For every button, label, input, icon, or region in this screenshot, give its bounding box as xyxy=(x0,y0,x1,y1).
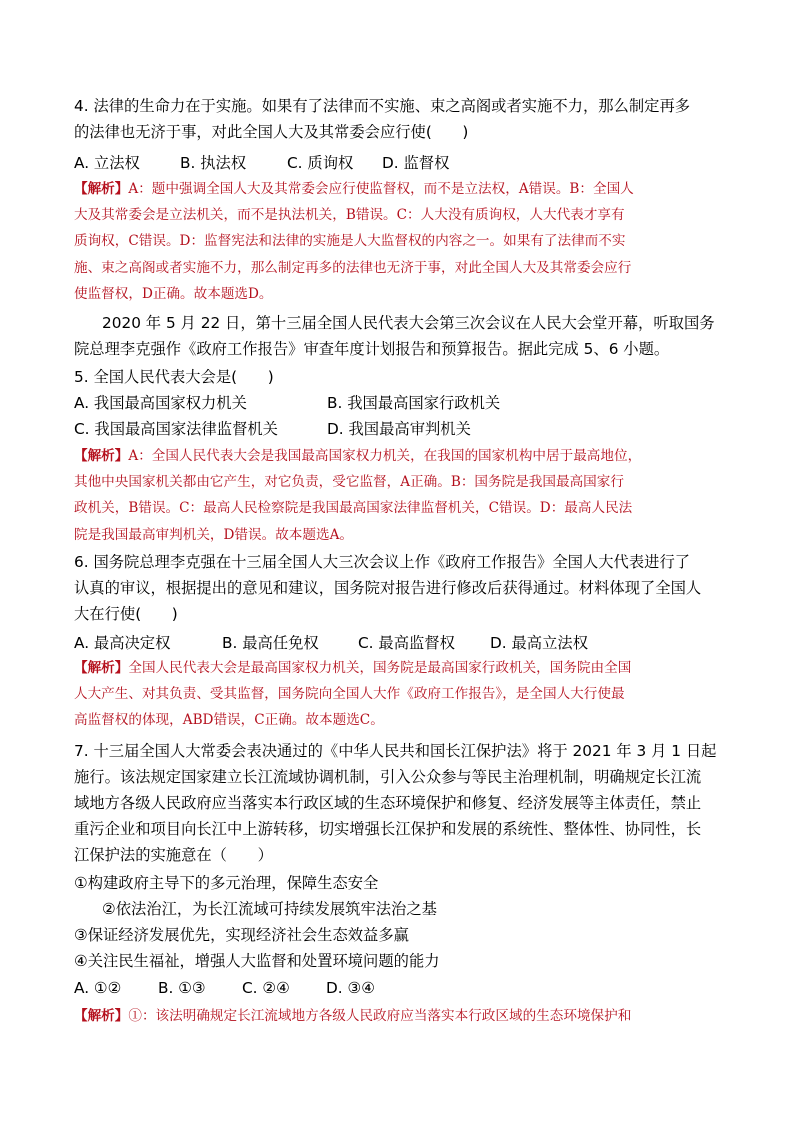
analysis-text: 施、束之高阁或者实施不力，那么制定再多的法律也无济于事，对此全国人大及其常委会应行 xyxy=(74,259,632,276)
question-text-line: 认真的审议，根据提出的意见和建议，国务院对报告进行修改后获得通过。材料体现了全国人 xyxy=(74,579,702,597)
analysis-text: 其他中央国家机关都由它产生，对它负责，受它监督，A正确。B：国务院是我国最高国家行 xyxy=(74,474,624,491)
option-a: A. 我国最高国家权力机关 xyxy=(74,394,247,412)
question-6-analysis xyxy=(74,655,722,734)
question-7-analysis xyxy=(74,1003,722,1029)
question-text-line: 5. 全国人民代表大会是( ) xyxy=(74,368,274,386)
option-a: A. 立法权 xyxy=(74,154,140,172)
analysis-text: 政机关，B错误。C：最高人民检察院是我国最高国家法律监督机关，C错误。D：最高人民法 xyxy=(74,500,633,517)
question-4-stem xyxy=(74,93,722,145)
question-text-line: 大在行使( ) xyxy=(74,605,178,623)
question-7-stem xyxy=(74,738,722,868)
analysis-text: 人大产生、对其负责、受其监督，国务院向全国人大作《政府工作报告》，是全国人大行使最 xyxy=(74,686,625,703)
question-5-options xyxy=(74,390,722,442)
question-7-options xyxy=(74,975,722,1001)
option-d: D. ③④ xyxy=(326,979,375,997)
question-text-line: 4. 法律的生命力在于实施。如果有了法律而不实施、束之高阁或者实施不力，那么制定再多 xyxy=(74,97,691,115)
analysis-tag: 【解析】 xyxy=(74,181,129,197)
question-5-analysis xyxy=(74,443,722,548)
analysis-tag: 【解析】 xyxy=(74,660,129,676)
question-6-options xyxy=(74,630,722,656)
analysis-tag: 【解析】 xyxy=(74,448,129,464)
question-5-stem xyxy=(74,364,722,390)
question-text-line: 7. 十三届全国人大常委会表决通过的《中华人民共和国长江保护法》将于 2021 年 3 月 1 日起 xyxy=(74,742,717,760)
option-b: B. 执法权 xyxy=(180,154,247,172)
analysis-text: 高监督权的体现，ABD错误，C正确。故本题选C。 xyxy=(74,712,384,729)
option-b: B. 最高任免权 xyxy=(222,634,319,652)
question-6-stem xyxy=(74,549,722,627)
question-4-analysis xyxy=(74,176,722,307)
option-c: C. 我国最高国家法律监督机关 xyxy=(74,420,278,438)
option-c: C. ②④ xyxy=(242,979,290,997)
material-paragraph xyxy=(74,310,722,362)
analysis-tag: 【解析】 xyxy=(74,1008,129,1024)
option-c: C. 质询权 xyxy=(287,154,354,172)
question-4-options xyxy=(74,150,722,176)
question-text-line: 6. 国务院总理李克强在十三届全国人大三次会议上作《政府工作报告》全国人大代表进行了 xyxy=(74,553,691,571)
material-line: 2020 年 5 月 22 日，第十三届全国人民代表大会第三次会议在人民大会堂开幕，听取国务 xyxy=(102,314,715,332)
option-a: A. 最高决定权 xyxy=(74,634,171,652)
analysis-text: A：全国人民代表大会是我国最高国家权力机关，在我国的国家机构中居于最高地位， xyxy=(128,448,642,464)
material-line: 院总理李克强作《政府工作报告》审查年度计划报告和预算报告。据此完成 5、6 小题。 xyxy=(74,340,670,358)
statement-item: ③保证经济发展优先，实现经济社会生态效益多赢 xyxy=(74,926,409,944)
question-text-line: 施行。该法规定国家建立长江流域协调机制，引入公众参与等民主治理机制，明确规定长江流 xyxy=(74,768,702,786)
analysis-text: 质询权，C错误。D：监督宪法和法律的实施是人大监督权的内容之一。如果有了法律而不实 xyxy=(74,233,626,250)
analysis-text: 院是我国最高审判机关，D错误。故本题选A。 xyxy=(74,526,353,543)
option-d: D. 最高立法权 xyxy=(490,634,588,652)
question-text-line: 的法律也无济于事，对此全国人大及其常委会应行使( ) xyxy=(74,123,469,141)
question-text-line: 重污企业和项目向长江中上游转移，切实增强长江保护和发展的系统性、整体性、协同性，长 xyxy=(74,820,702,838)
statement-item: ④关注民生福祉，增强人大监督和处置环境问题的能力 xyxy=(74,952,440,970)
statement-item: ②依法治江，为长江流域可持续发展筑牢法治之基 xyxy=(102,900,437,918)
option-d: D. 我国最高审判机关 xyxy=(327,420,471,438)
analysis-text: 使监督权，D正确。故本题选D。 xyxy=(74,285,273,302)
analysis-text: 全国人民代表大会是最高国家权力机关，国务院是最高国家行政机关，国务院由全国 xyxy=(128,660,632,676)
option-d: D. 监督权 xyxy=(382,154,450,172)
statement-item: ①构建政府主导下的多元治理，保障生态安全 xyxy=(74,874,379,892)
option-a: A. ①② xyxy=(74,979,122,997)
question-7-statements xyxy=(74,870,722,974)
analysis-text: ①：该法明确规定长江流域地方各级人民政府应当落实本行政区域的生态环境保护和 xyxy=(128,1008,632,1024)
option-c: C. 最高监督权 xyxy=(358,634,455,652)
option-b: B. 我国最高国家行政机关 xyxy=(327,394,501,412)
analysis-text: A：题中强调全国人大及其常委会应行使监督权，而不是立法权，A错误。B：全国人 xyxy=(128,181,634,197)
question-text-line: 域地方各级人民政府应当落实本行政区域的生态环境保护和修复、经济发展等主体责任，禁止 xyxy=(74,794,702,812)
analysis-text: 大及其常委会是立法机关，而不是执法机关，B错误。C：人大没有质询权，人大代表才享有 xyxy=(74,207,625,224)
option-b: B. ①③ xyxy=(158,979,206,997)
question-text-line: 江保护法的实施意在（ ） xyxy=(74,846,273,864)
